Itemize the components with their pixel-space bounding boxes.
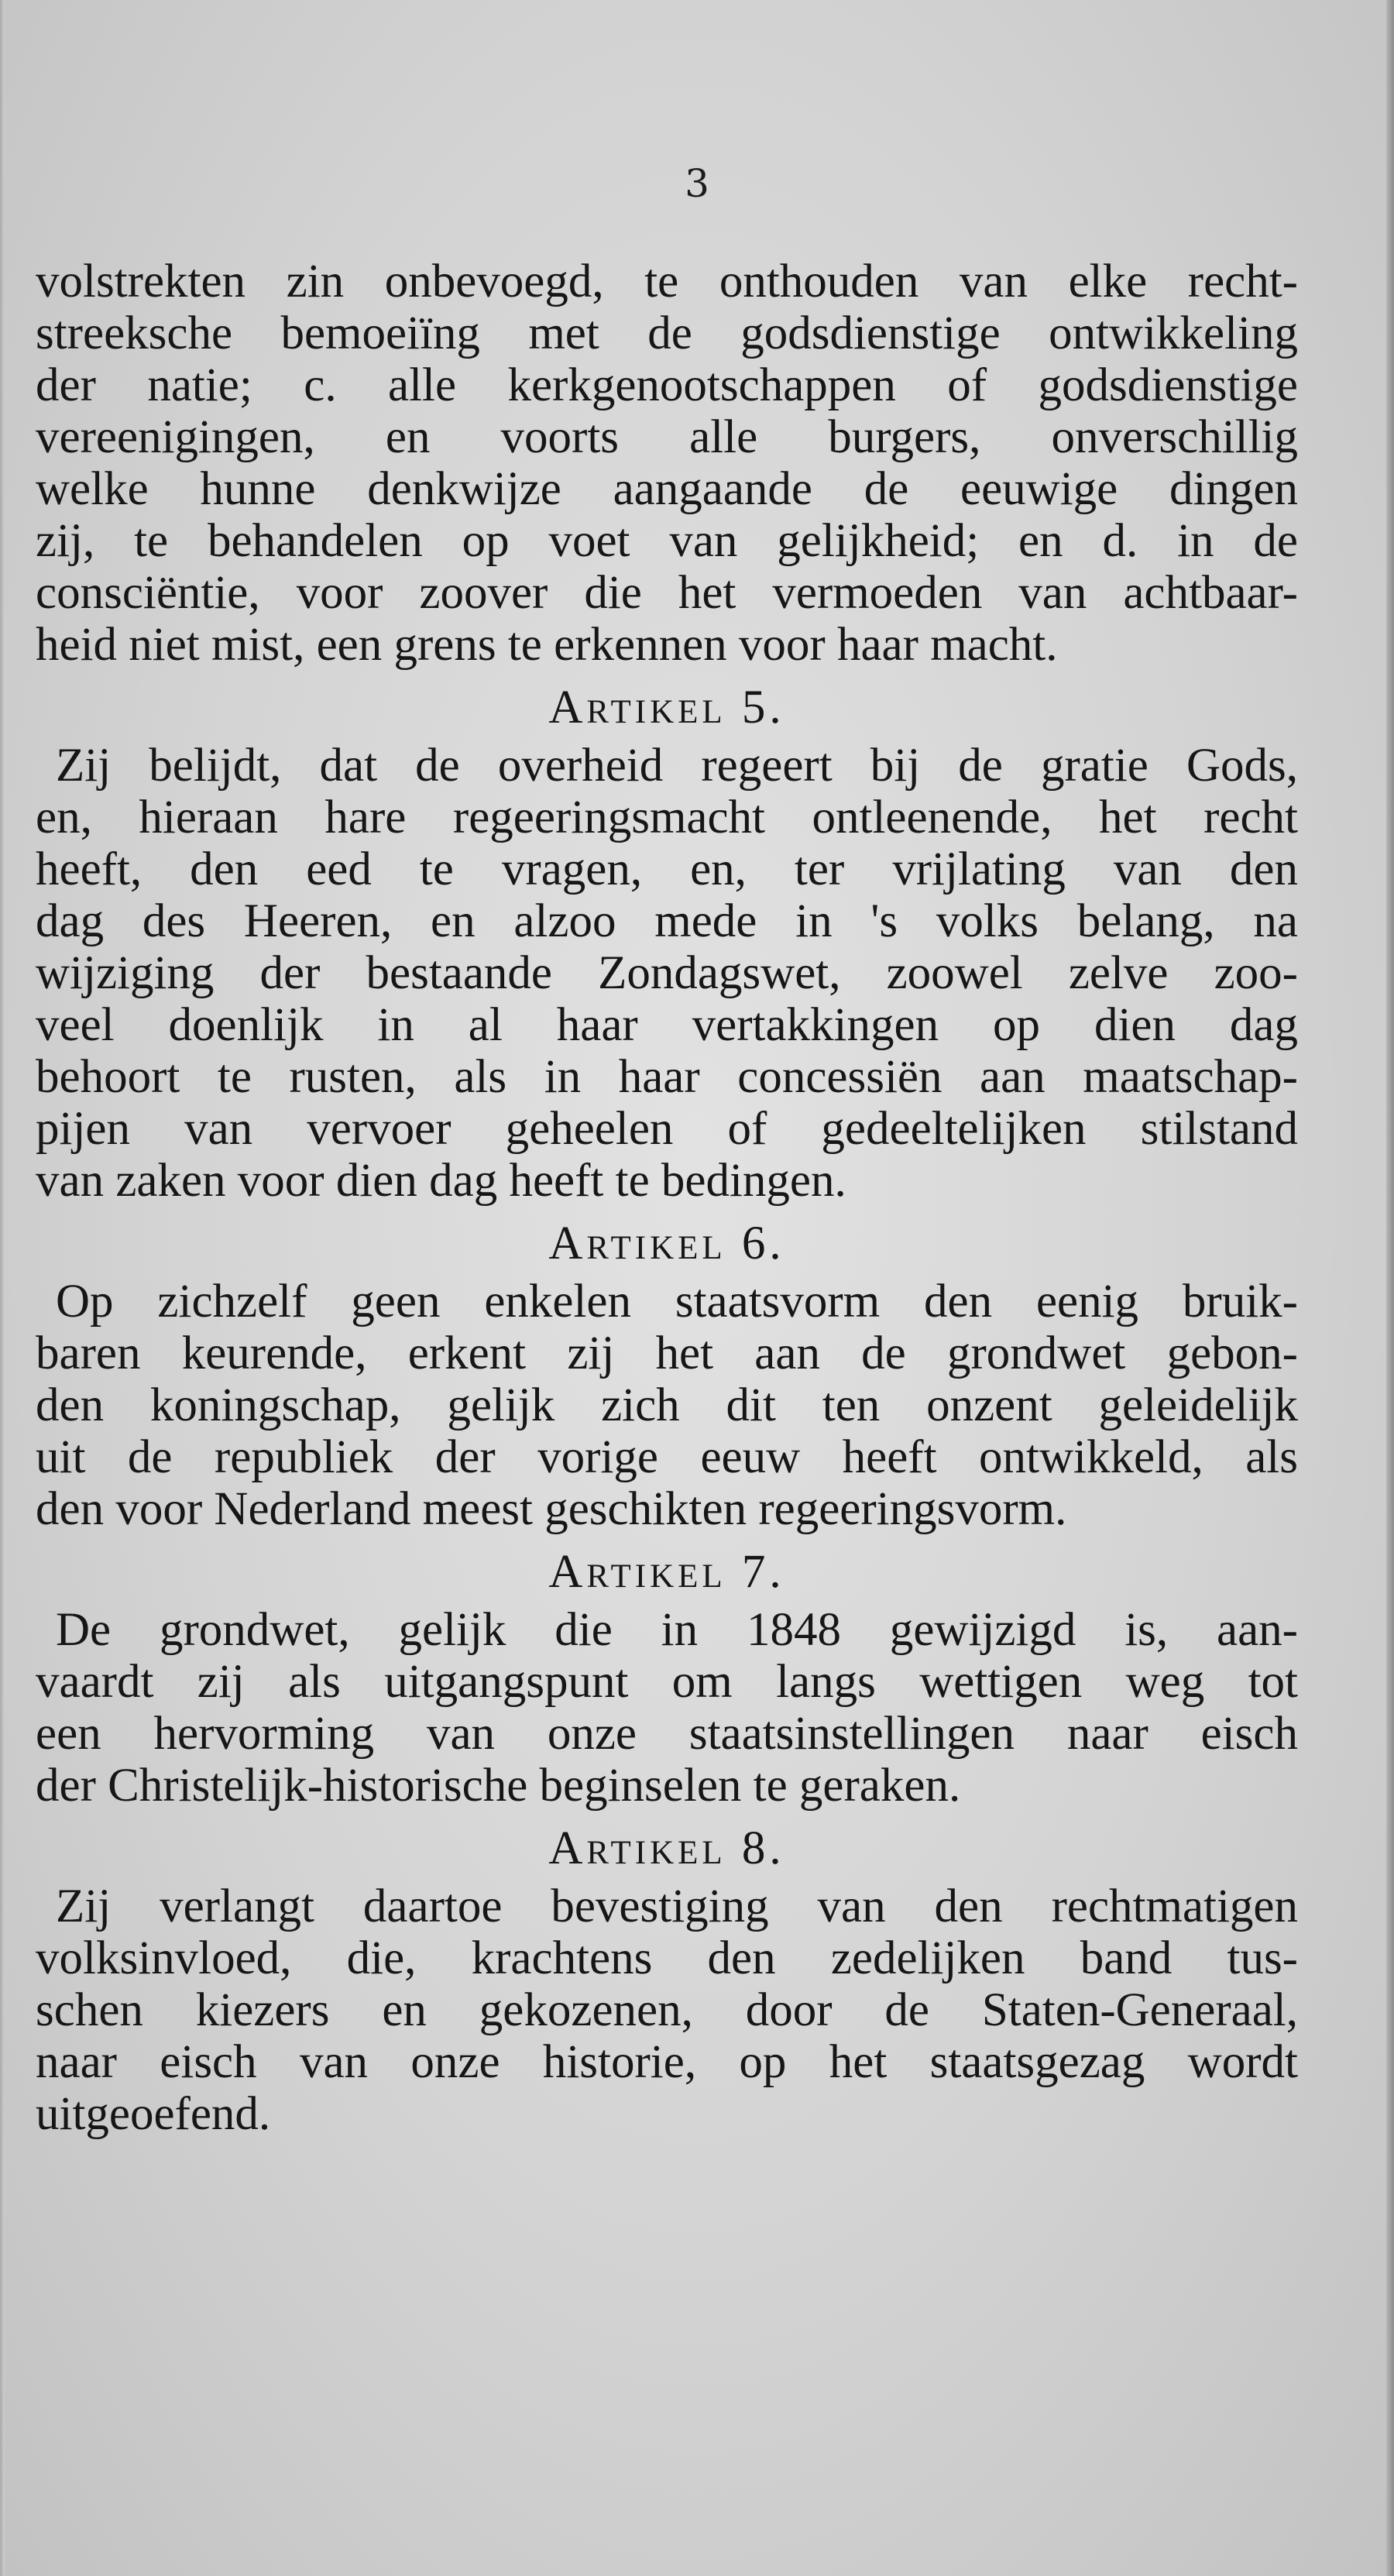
text-line: heeft, den eed te vragen, en, ter vrijlating van den	[36, 843, 1298, 895]
article-section	[36, 1218, 1298, 1535]
text-line: den voor Nederland meest geschikten regeeringsvorm.	[36, 1483, 1067, 1535]
text-line: baren keurende, erkent zij het aan de grondwet gebon-	[36, 1327, 1298, 1379]
text-line: der Christelijk-historische beginselen te geraken.	[36, 1760, 961, 1812]
text-line: welke hunne denkwijze aangaande de eeuwige dingen	[36, 463, 1298, 515]
article-heading: Artikel 8.	[548, 1822, 785, 1874]
article-section	[36, 1822, 1298, 2140]
text-line: pijen van vervoer geheelen of gedeeltelijken stilstand	[36, 1103, 1298, 1155]
text-line: Zij belijdt, dat de overheid regeert bij de gratie Gods,	[56, 740, 1298, 792]
article-heading: Artikel 5.	[548, 682, 785, 733]
text-line: en, hieraan hare regeeringsmacht ontleenende, het recht	[36, 792, 1298, 843]
text-line: streeksche bemoeiïng met de godsdienstige ontwikkeling	[36, 307, 1298, 359]
text-line: zij, te behandelen op voet van gelijkheid; en d. in de	[36, 515, 1298, 567]
page-edge-right	[1386, 0, 1394, 2576]
page-number: 3	[685, 161, 709, 206]
text-line: uit de republiek der vorige eeuw heeft ontwikkeld, als	[36, 1431, 1298, 1483]
text-line: der natie; c. alle kerkgenootschappen of godsdienstige	[36, 359, 1298, 411]
text-line: uitgeoefend.	[36, 2088, 271, 2140]
article-heading: Artikel 6.	[548, 1218, 785, 1269]
article-section	[36, 1546, 1298, 1812]
text-line: vereenigingen, en voorts alle burgers, onverschillig	[36, 411, 1298, 463]
article-heading: Artikel 7.	[548, 1546, 785, 1598]
text-line: Op zichzelf geen enkelen staatsvorm den eenig bruik-	[56, 1276, 1298, 1327]
text-line: Zij verlangt daartoe bevestiging van den rechtmatigen	[56, 1880, 1298, 1932]
text-line: volksinvloed, die, krachtens den zedelijken band tus-	[36, 1932, 1298, 1984]
text-line: naar eisch van onze historie, op het staatsgezag wordt	[36, 2036, 1298, 2088]
text-line: een hervorming van onze staatsinstellingen naar eisch	[36, 1708, 1298, 1760]
text-line: wijziging der bestaande Zondagswet, zoowel zelve zoo-	[36, 947, 1298, 999]
text-line: heid niet mist, een grens te erkennen voor haar macht.	[36, 619, 1058, 671]
text-line: consciëntie, voor zoover die het vermoeden van achtbaar-	[36, 567, 1298, 619]
text-line: van zaken voor dien dag heeft te bedingen.	[36, 1155, 846, 1207]
text-line: dag des Heeren, en alzoo mede in 's volks belang, na	[36, 895, 1298, 947]
text-line: vaardt zij als uitgangspunt om langs wettigen weg tot	[36, 1656, 1298, 1708]
page-edge-left	[0, 0, 5, 2576]
text-line: schen kiezers en gekozenen, door de Staten-Generaal,	[36, 1984, 1298, 2036]
article-section	[36, 682, 1298, 1207]
document-body	[36, 256, 1298, 2140]
text-line: veel doenlijk in al haar vertakkingen op dien dag	[36, 999, 1298, 1051]
text-line: De grondwet, gelijk die in 1848 gewijzigd is, aan-	[56, 1604, 1298, 1656]
text-line: behoort te rusten, als in haar concessiën aan maatschap-	[36, 1051, 1298, 1103]
text-line: volstrekten zin onbevoegd, te onthouden van elke recht-	[36, 256, 1298, 307]
opening-paragraph	[36, 256, 1298, 671]
text-line: den koningschap, gelijk zich dit ten onzent geleidelijk	[36, 1379, 1298, 1431]
